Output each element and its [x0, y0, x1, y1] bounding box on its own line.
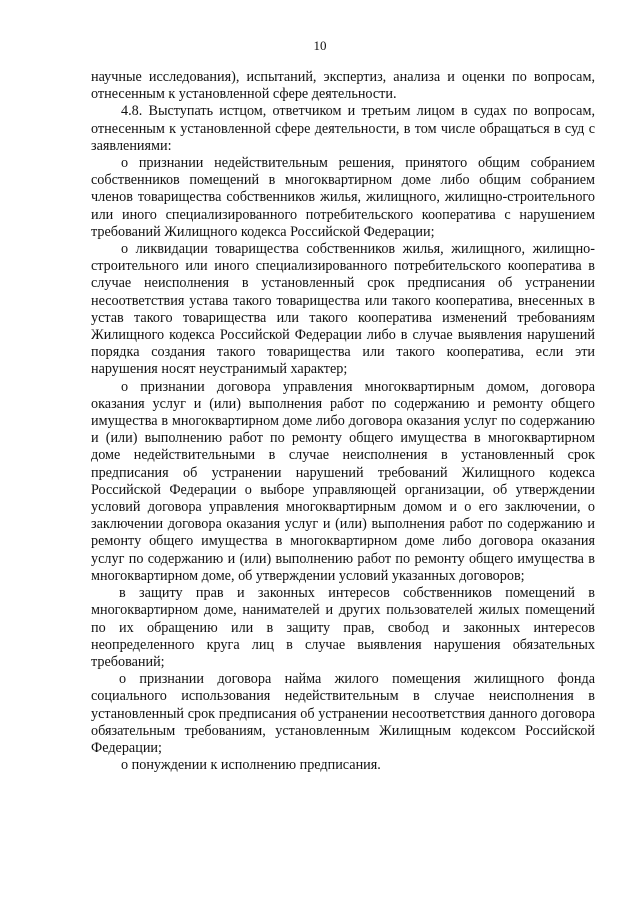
- paragraph-invalid-management-contract: о признании договора управления многоквартирным домом, договора оказания услуг и (или) выполнения работ по содержанию и ремонту общего имущества в многоквартирном доме либо договора оказания услуг по содержанию и (или) выполнению работ по ремонту общего имущества в многоквартирном доме недействительными в случае неисполнения в установленный срок предписания об устранении нарушений требований Жилищного кодекса Российской Федерации о выборе управляющей организации, об утверждении условий договора управления многоквартирным домом и о его заключении, о заключении договора оказания услуг и (или) выполнения работ по содержанию и ремонту общего имущества в многоквартирном доме либо договора оказания услуг по содержанию и (или) выполнению работ по ремонту общего имущества в многоквартирном доме, об утверждении условий указанных договоров;: [91, 378, 595, 584]
- paragraph-4-8-court-actions: 4.8. Выступать истцом, ответчиком и третьим лицом в судах по вопросам, отнесенным к установленной сфере деятельности, в том числе обращаться в суд с заявлениями:: [91, 103, 595, 154]
- paragraph-protection-of-rights: в защиту прав и законных интересов собственников помещений в многоквартирном доме, нанимателей и других пользователей жилых помещений по их обращению или в защиту прав, свобод и законных интересов неопределенного круга лиц в случае выявления нарушения обязательных требований;: [91, 585, 595, 670]
- page-number: 10: [313, 38, 327, 53]
- paragraph-liquidation-of-partnership: о ликвидации товарищества собственников жилья, жилищного, жилищно-строительного или иного специализированного потребительского кооператива в случае неисполнения в установленный срок предписания об устранении несоответствия устава такого товарищества или такого кооператива, внесенных в устав такого товарищества или такого кооператива изменений требованиям Жилищного кодекса Российской Федерации либо в случае выявления нарушений порядка создания такого товарищества или такого кооператива, если эти нарушения носят неустранимый характер;: [91, 241, 595, 378]
- document-body: [91, 69, 595, 774]
- paragraph-invalid-meeting-decision: о признании недействительным решения, принятого общим собранием собственников помещений в многоквартирном доме либо общим собранием членов товарищества собственников жилья, жилищного, жилищно-строительного или иного специализированного потребительского кооператива с нарушением требований Жилищного кодекса Российской Федерации;: [91, 155, 595, 240]
- paragraph-invalid-rental-contract: о признании договора найма жилого помещения жилищного фонда социального использования недействительным в случае неисполнения в установленный срок предписания об устранении несоответствия данного договора обязательным требованиям, установленным Жилищным кодексом Российской Федерации;: [91, 671, 595, 756]
- paragraph-research-continuation: научные исследования), испытаний, экспертиз, анализа и оценки по вопросам, отнесенным к установленной сфере деятельности.: [91, 69, 595, 103]
- paragraph-enforcement-of-order: о понуждении к исполнению предписания.: [121, 757, 381, 774]
